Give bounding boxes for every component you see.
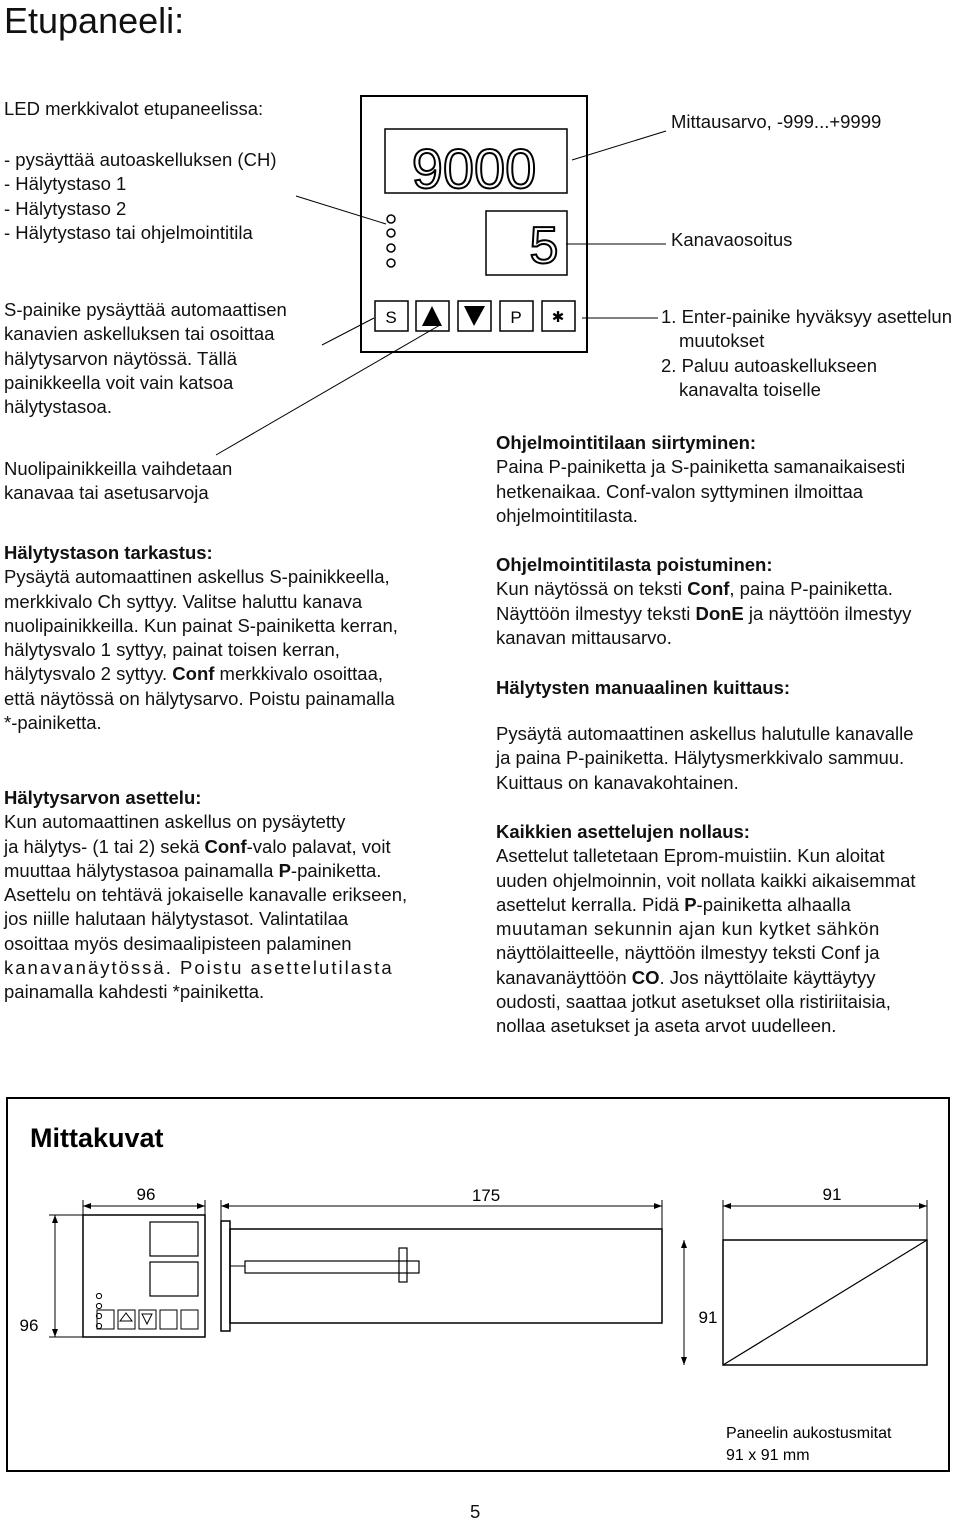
text-line: muutokset: [679, 330, 765, 352]
p-key-label: P: [510, 308, 522, 327]
text-line: [496, 602, 911, 626]
text-line: nollaa asetukset ja aseta arvot uudelleen.: [496, 1015, 837, 1037]
text-line: kanavan mittausarvo.: [496, 626, 672, 648]
text-line: Paina P-painiketta ja S-painiketta samanaikaisesti: [496, 456, 906, 478]
text-span: asettelut kerralla. Pidä: [496, 893, 685, 915]
text-span: muuttaa hälytystasoa painamalla: [4, 859, 279, 881]
text-line: [4, 835, 407, 859]
text-line: kanavanäytössä. Poistu asettelutilasta: [4, 957, 394, 979]
front-view-key: [97, 1310, 114, 1329]
reset-section: [496, 820, 916, 1039]
mounting-clamp: [245, 1261, 419, 1273]
led-heading: LED merkkivalot etupaneelissa:: [4, 98, 264, 119]
conf-word: Conf: [687, 578, 730, 600]
text-line: hälytysarvon näytössä. Tällä: [4, 347, 238, 369]
dimension-arrow: [221, 1203, 229, 1209]
dimension-arrow: [52, 1329, 58, 1337]
text-line: kanavalta toiselle: [679, 378, 821, 400]
text-line: että näytössä on hälytysarvo. Poistu painamalla: [4, 687, 395, 709]
dimension-arrow: [681, 1240, 687, 1248]
text-line: Kun automaattinen askellus on pysäytetty: [4, 811, 346, 833]
led-item: - Hälytystaso tai ohjelmointitila: [4, 221, 253, 243]
text-line: ja paina P-painiketta. Hälytysmerkkivalo sammuu.: [496, 747, 905, 769]
text-line: Pysäytä automaattinen askellus S-painikkeella,: [4, 566, 390, 588]
text-line: 1. Enter-painike hyväksyy asettelun: [661, 306, 953, 327]
text-span: -painiketta alhaalla: [696, 893, 851, 915]
prog-enter-section: [496, 431, 905, 528]
dimension-arrow: [83, 1203, 91, 1209]
front-view-key: [160, 1310, 177, 1329]
text-line: [4, 859, 407, 883]
text-line: jos niille halutaan hälytystasot. Valintatilaa: [4, 908, 349, 930]
text-line: uuden ohjelmoinnin, voit nollata kaikki aikaisemmat: [496, 869, 916, 891]
text-span: Näyttöön ilmestyy teksti: [496, 602, 696, 624]
dimension-arrow: [723, 1203, 731, 1209]
text-line: Asettelut talletetaan Eprom-muistiin. Kun aloitat: [496, 845, 885, 867]
arrow-keys-description: [4, 457, 232, 506]
front-view-led: [96, 1303, 101, 1308]
text-span: ja hälytys- (1 tai 2) sekä: [4, 835, 205, 857]
up-arrow-icon: [120, 1313, 132, 1321]
text-span: -painiketta.: [290, 859, 382, 881]
section-heading: Ohjelmointitilasta poistuminen:: [496, 554, 773, 575]
cutout-diagonal: [723, 1240, 927, 1365]
text-line: Nuolipainikkeilla vaihdetaan: [4, 458, 233, 479]
text-line: *-painiketta.: [4, 712, 102, 734]
text-span: Kun näytössä on teksti: [496, 578, 688, 600]
text-line: [496, 893, 916, 917]
up-arrow-icon: [422, 306, 442, 326]
conf-word: Conf: [172, 663, 215, 685]
front-width-label: 96: [136, 1185, 156, 1204]
co-word: CO: [631, 966, 660, 988]
led-item: - Hälytystaso 2: [4, 197, 127, 219]
dimension-arrow: [681, 1357, 687, 1365]
text-span: . Jos näyttölaite käyttäytyy: [659, 966, 876, 988]
front-view-display-lower: [150, 1262, 198, 1296]
text-line: 2. Paluu autoaskellukseen: [661, 354, 877, 376]
text-line: Pysäytä automaattinen askellus halutulle kanavalle: [496, 723, 914, 744]
conf-word: Conf: [204, 835, 247, 857]
s-key-label: S: [385, 308, 397, 327]
channel-label: Kanavaosoitus: [671, 229, 793, 250]
text-span: , paina P-painiketta.: [729, 578, 893, 600]
text-line: Asettelu on tehtävä jokaiselle kanavalle erikseen,: [4, 884, 408, 906]
down-arrow-icon: [464, 306, 485, 326]
text-line: kanavien askelluksen tai osoittaa: [4, 323, 275, 345]
star-icon: ✱: [551, 309, 565, 326]
cutout-width-label: 91: [822, 1185, 842, 1204]
text-line: hälytysvalo 1 syttyy, painat toisen kerran,: [4, 639, 340, 661]
front-view-key: [139, 1310, 156, 1329]
text-line: hälytystasoa.: [4, 396, 112, 418]
text-span: -valo palavat, voit: [246, 835, 391, 857]
section-heading: Kaikkien asettelujen nollaus:: [496, 821, 750, 842]
down-arrow-icon: [142, 1314, 152, 1324]
led-item: - Hälytystaso 1: [4, 173, 127, 195]
front-view-display-upper: [150, 1222, 198, 1256]
text-span: hälytysvalo 2 syttyy.: [4, 663, 168, 685]
led-conf: [387, 259, 395, 267]
text-line: [496, 966, 916, 990]
text-line: Kuittaus on kanavakohtainen.: [496, 771, 739, 793]
done-word: DonE: [695, 602, 744, 624]
cutout-caption-line2: 91 x 91 mm: [726, 1447, 810, 1464]
page-number: 5: [470, 1501, 481, 1522]
drawings-title: Mittakuvat: [30, 1123, 164, 1153]
p-word: P: [278, 859, 291, 881]
led-alarm-1: [387, 229, 395, 237]
text-line: oudosti, saattaa jotkut asetukset olla ristiriitaisia,: [496, 991, 891, 1013]
section-heading: Ohjelmointitilaan siirtyminen:: [496, 432, 757, 453]
side-view-bezel: [221, 1221, 230, 1331]
side-view-body: [230, 1229, 662, 1323]
alarm-setting-section: [4, 786, 407, 1005]
dimension-arrow: [654, 1203, 662, 1209]
front-view-key: [181, 1310, 198, 1329]
prog-exit-section: [496, 553, 911, 650]
text-span: ja näyttöön ilmestyy: [743, 602, 912, 624]
drawings-frame: [7, 1098, 949, 1471]
alarm-check-section: [4, 541, 398, 735]
ack-heading: Hälytysten manuaalinen kuittaus:: [496, 677, 791, 698]
text-line: näyttölaitteelle, näyttöön ilmestyy teksti Conf ja: [496, 942, 880, 964]
text-line: hetkenaikaa. Conf-valon syttyminen ilmoittaa: [496, 480, 864, 502]
text-line: ohjelmointitilasta.: [496, 504, 638, 526]
text-line: S-painike pysäyttää automaattisen: [4, 299, 287, 320]
channel-display-text: 5: [529, 217, 559, 275]
side-height-label: 91: [698, 1308, 718, 1327]
mounting-clamp-head: [399, 1248, 407, 1282]
page-title: Etupaneeli:: [4, 0, 185, 41]
leader-line: [322, 318, 374, 345]
dimension-arrow: [52, 1215, 58, 1223]
text-line: [496, 577, 911, 601]
text-line: painamalla kahdesti *painiketta.: [4, 981, 265, 1003]
front-view-led: [96, 1293, 101, 1298]
dimension-arrow: [197, 1203, 205, 1209]
text-line: nuolipainikkeilla. Kun painat S-painiketta kerran,: [4, 614, 398, 636]
leader-line: [296, 196, 386, 224]
dimension-arrow: [919, 1203, 927, 1209]
section-heading: Hälytystason tarkastus:: [4, 542, 213, 563]
text-span: merkkivalo osoittaa,: [214, 663, 384, 685]
text-line: painikkeella voit vain katsoa: [4, 371, 234, 393]
led-ch: [387, 215, 395, 223]
dimension-drawings: [0, 1090, 960, 1490]
led-alarm-2: [387, 244, 395, 252]
front-height-label: 96: [19, 1316, 39, 1335]
value-display-text: 9000: [411, 137, 537, 200]
p-word: P: [684, 893, 697, 915]
text-line: [4, 662, 398, 686]
text-line: osoittaa myös desimaalipisteen palaminen: [4, 932, 352, 954]
value-label: Mittausarvo, -999...+9999: [671, 111, 882, 132]
s-button-description: [4, 298, 287, 419]
text-line: merkkivalo Ch syttyy. Valitse haluttu kanava: [4, 590, 363, 612]
led-item: - pysäyttää autoaskelluksen (CH): [4, 149, 277, 170]
section-heading: Hälytysarvon asettelu:: [4, 787, 202, 808]
ack-section: [496, 722, 914, 795]
text-span: kanavanäyttöön: [496, 966, 632, 988]
text-line: kanavaa tai asetusarvoja: [4, 482, 209, 504]
depth-label: 175: [471, 1186, 501, 1205]
cutout-caption-line1: Paneelin aukostusmitat: [726, 1425, 892, 1442]
text-line: muutaman sekunnin ajan kun kytket sähkön: [496, 918, 880, 940]
enter-key-notes: [661, 305, 952, 402]
